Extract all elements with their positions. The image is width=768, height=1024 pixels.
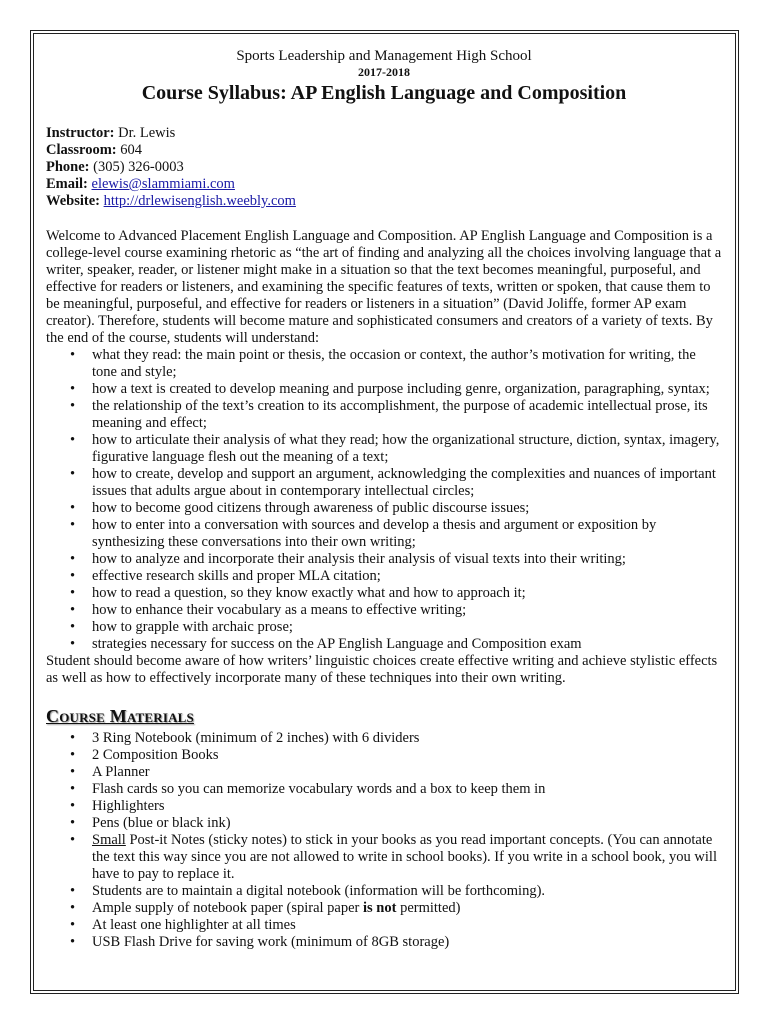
instructor-row	[46, 125, 722, 142]
small-emphasis: Small	[92, 832, 126, 848]
instructor-info	[46, 125, 722, 210]
list-item: • Students are to maintain a digital notebook (information will be forthcoming).	[46, 883, 722, 900]
list-item: • how to analyze and incorporate their analysis their analysis of visual texts into their writing;	[46, 551, 722, 568]
website-link[interactable]: http://drlewisenglish.weebly.com	[103, 193, 296, 209]
list-item-postit	[46, 832, 722, 883]
postit-text: Post-it Notes (sticky notes) to stick in your books as you read important concepts. (You can annotate the text this way since you are not allowed to write in school books). If you write in a school book, you will have to pay to replace it.	[92, 832, 717, 882]
paper-text-before: Ample supply of notebook paper (spiral paper	[92, 900, 363, 916]
classroom-row	[46, 142, 722, 159]
instructor-label: Instructor:	[46, 125, 115, 141]
syllabus-document	[46, 46, 722, 951]
website-row	[46, 193, 722, 210]
paper-text-after: permitted)	[396, 900, 461, 916]
intro-paragraph: Welcome to Advanced Placement English Language and Composition. AP English Language and Composition is a college-level course examining rhetoric as “the art of finding and analyzing all the choices involving language that a writer, speaker, reader, or listener might make in a situation so that the text becomes meaningful, purposeful, and effective for readers or listeners, and examining the specific features of texts, written or spoken, that cause them to be meaningful, purposeful, and effective for readers or listeners in a situation” (David Joliffe, former AP exam creator). Therefore, students will become mature and sophisticated consumers and creators of a variety of texts. By the end of the course, students will understand:	[46, 228, 722, 346]
list-item: • how to grapple with archaic prose;	[46, 619, 722, 636]
learning-outcomes-list	[46, 347, 722, 653]
list-item: • A Planner	[46, 764, 722, 781]
school-year: 2017-2018	[358, 65, 410, 79]
list-item: • strategies necessary for success on the AP English Language and Composition exam	[46, 636, 722, 653]
page-title: Course Syllabus: AP English Language and Composition	[141, 82, 627, 104]
list-item: • how to enhance their vocabulary as a means to effective writing;	[46, 602, 722, 619]
phone-value: (305) 326-0003	[89, 159, 184, 175]
list-item: • USB Flash Drive for saving work (minimum of 8GB storage)	[46, 934, 722, 951]
phone-label: Phone:	[46, 159, 90, 175]
closing-paragraph: Student should become aware of how writers’ linguistic choices create effective writing and achieve stylistic effects as well as how to effectively incorporate many of these techniques into their own writing.	[46, 653, 718, 686]
list-item: • how to become good citizens through awareness of public discourse issues;	[46, 500, 722, 517]
classroom-label: Classroom:	[46, 142, 117, 158]
classroom-value: 604	[116, 142, 142, 158]
website-label: Website:	[46, 193, 100, 209]
list-item: • Pens (blue or black ink)	[46, 815, 722, 832]
list-item-paper	[46, 900, 722, 917]
list-item: • how to create, develop and support an argument, acknowledging the complexities and nuances of important issues that adults argue about in contemporary intellectual circles;	[46, 466, 722, 500]
email-link[interactable]: elewis@slammiami.com	[91, 176, 235, 192]
email-label: Email:	[46, 176, 88, 192]
list-item: • At least one highlighter at all times	[46, 917, 722, 934]
phone-row	[46, 159, 722, 176]
list-item: • how to read a question, so they know exactly what and how to approach it;	[46, 585, 722, 602]
list-item: • how a text is created to develop meaning and purpose including genre, organization, paragraphing, syntax;	[46, 381, 722, 398]
list-item: • effective research skills and proper MLA citation;	[46, 568, 722, 585]
school-name: Sports Leadership and Management High School	[236, 48, 532, 64]
materials-list	[46, 730, 722, 951]
list-item: • 2 Composition Books	[46, 747, 722, 764]
list-item: • Highlighters	[46, 798, 722, 815]
paper-emphasis: is not	[363, 900, 397, 916]
list-item: • Flash cards so you can memorize vocabulary words and a box to keep them in	[46, 781, 722, 798]
list-item: • 3 Ring Notebook (minimum of 2 inches) with 6 dividers	[46, 730, 722, 747]
list-item: • how to articulate their analysis of what they read; how the organizational structure, diction, syntax, imagery, figurative language flesh out the meaning of a text;	[46, 432, 722, 466]
email-row	[46, 176, 722, 193]
instructor-value: Dr. Lewis	[114, 125, 176, 141]
list-item: • what they read: the main point or thesis, the occasion or context, the author’s motivation for writing, the tone and style;	[46, 347, 722, 381]
list-item: • the relationship of the text’s creation to its accomplishment, the purpose of academic intellectual prose, its meaning and effect;	[46, 398, 722, 432]
course-materials-heading: Course Materials	[46, 706, 194, 726]
list-item: • how to enter into a conversation with sources and develop a thesis and argument or exposition by synthesizing these conversations into their own writing;	[46, 517, 722, 551]
